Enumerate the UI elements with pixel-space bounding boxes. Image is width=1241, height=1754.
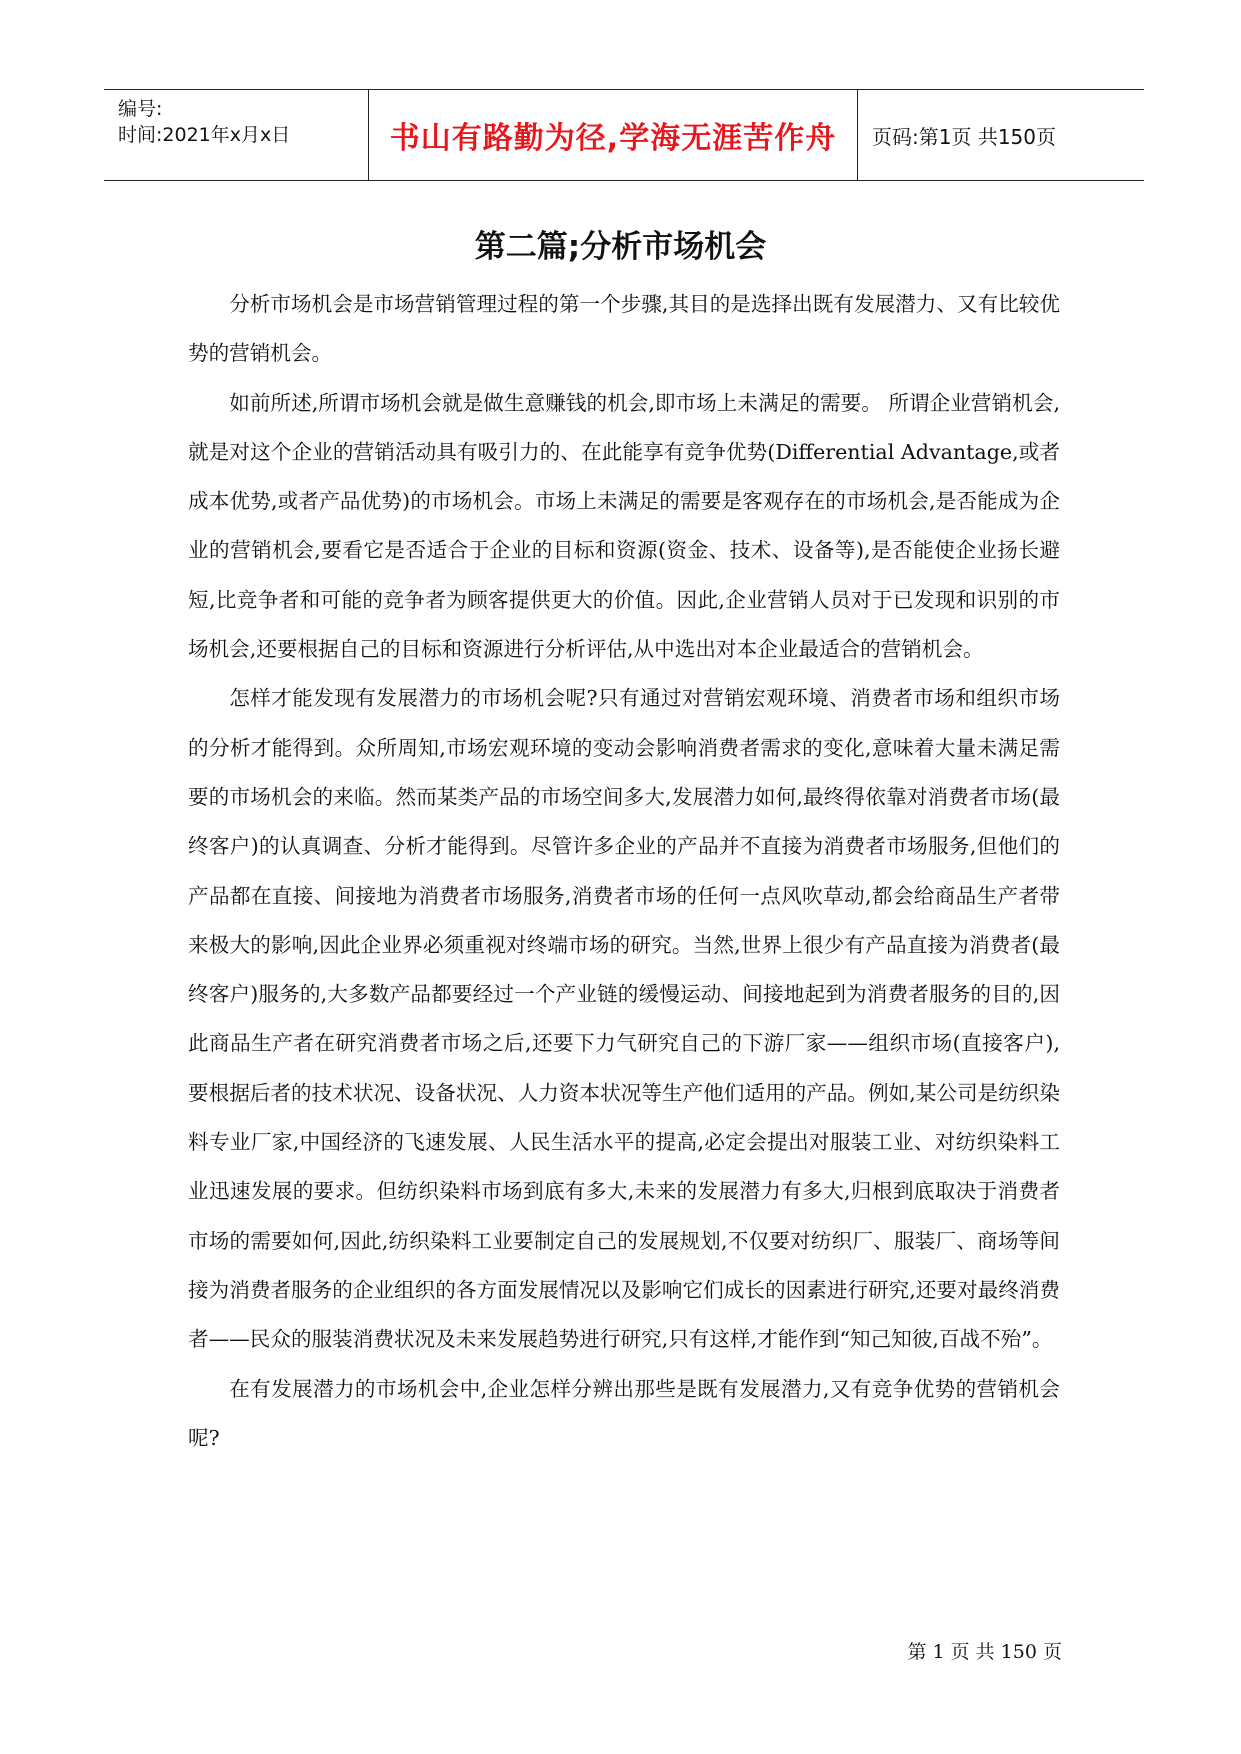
header-meta [104, 90, 368, 180]
header-page-count: 页码:第1页 共150页 [872, 124, 1056, 149]
document-time-label: 时间:2021年x月x日 [118, 124, 291, 146]
body-paragraph-1: 分析市场机会是市场营销管理过程的第一个步骤,其目的是选择出既有发展潜力、又有比较优势的营销机会。 [188, 292, 1060, 366]
document-title: 第二篇;分析市场机会 [474, 229, 767, 265]
document-number-label: 编号: [118, 98, 163, 120]
header-page-info [858, 90, 1144, 180]
document-body [188, 280, 1060, 1463]
body-paragraph-2: 如前所述,所谓市场机会就是做生意赚钱的机会,即市场上未满足的需要。 所谓企业营销机会,就是对这个企业的营销活动具有吸引力的、在此能享有竞争优势(Differential Advantage,或者成本优势,或者产品优势)的市场机会。市场上未满足的需要是客观存在的市场机会,是否能成为企业的营销机会,要看它是否适合于企业的目标和资源(资金、技术、设备等),是否能使企业扬长避短,比竞争者和可能的竞争者为顾客提供更大的价值。因此,企业营销人员对于已发现和识别的市场机会,还要根据自己的目标和资源进行分析评估,从中选出对本企业最适合的营销机会。 [188, 390, 1060, 662]
page-footer: 第 1 页 共 150 页 [907, 1641, 1062, 1663]
body-paragraph-4: 在有发展潜力的市场机会中,企业怎样分辨出那些是既有发展潜力,又有竞争优势的营销机会呢? [188, 1376, 1060, 1450]
header-motto: 书山有路勤为径,学海无涯苦作舟 [389, 121, 837, 156]
page-header [104, 89, 1144, 181]
header-motto-cell [368, 90, 858, 180]
body-paragraph-3: 怎样才能发现有发展潜力的市场机会呢?只有通过对营销宏观环境、消费者市场和组织市场的分析才能得到。众所周知,市场宏观环境的变动会影响消费者需求的变化,意味着大量未满足需要的市场机会的来临。然而某类产品的市场空间多大,发展潜力如何,最终得依靠对消费者市场(最终客户)的认真调查、分析才能得到。尽管许多企业的产品并不直接为消费者市场服务,但他们的产品都在直接、间接地为消费者市场服务,消费者市场的任何一点风吹草动,都会给商品生产者带来极大的影响,因此企业界必须重视对终端市场的研究。当然,世界上很少有产品直接为消费者(最终客户)服务的,大多数产品都要经过一个产业链的缓慢运动、间接地起到为消费者服务的目的,因此商品生产者在研究消费者市场之后,还要下力气研究自己的下游厂家——组织市场(直接客户),要根据后者的技术状况、设备状况、人力资本状况等生产他们适用的产品。例如,某公司是纺织染料专业厂家,中国经济的飞速发展、人民生活水平的提高,必定会提出对服装工业、对纺织染料工业迅速发展的要求。但纺织染料市场到底有多大,未来的发展潜力有多大,归根到底取决于消费者市场的需要如何,因此,纺织染料工业要制定自己的发展规划,不仅要对纺织厂、服装厂、商场等间接为消费者服务的企业组织的各方面发展情况以及影响它们成长的因素进行研究,还要对最终消费者——民众的服装消费状况及未来发展趋势进行研究,只有这样,才能作到“知己知彼,百战不殆”。 [188, 686, 1060, 1352]
